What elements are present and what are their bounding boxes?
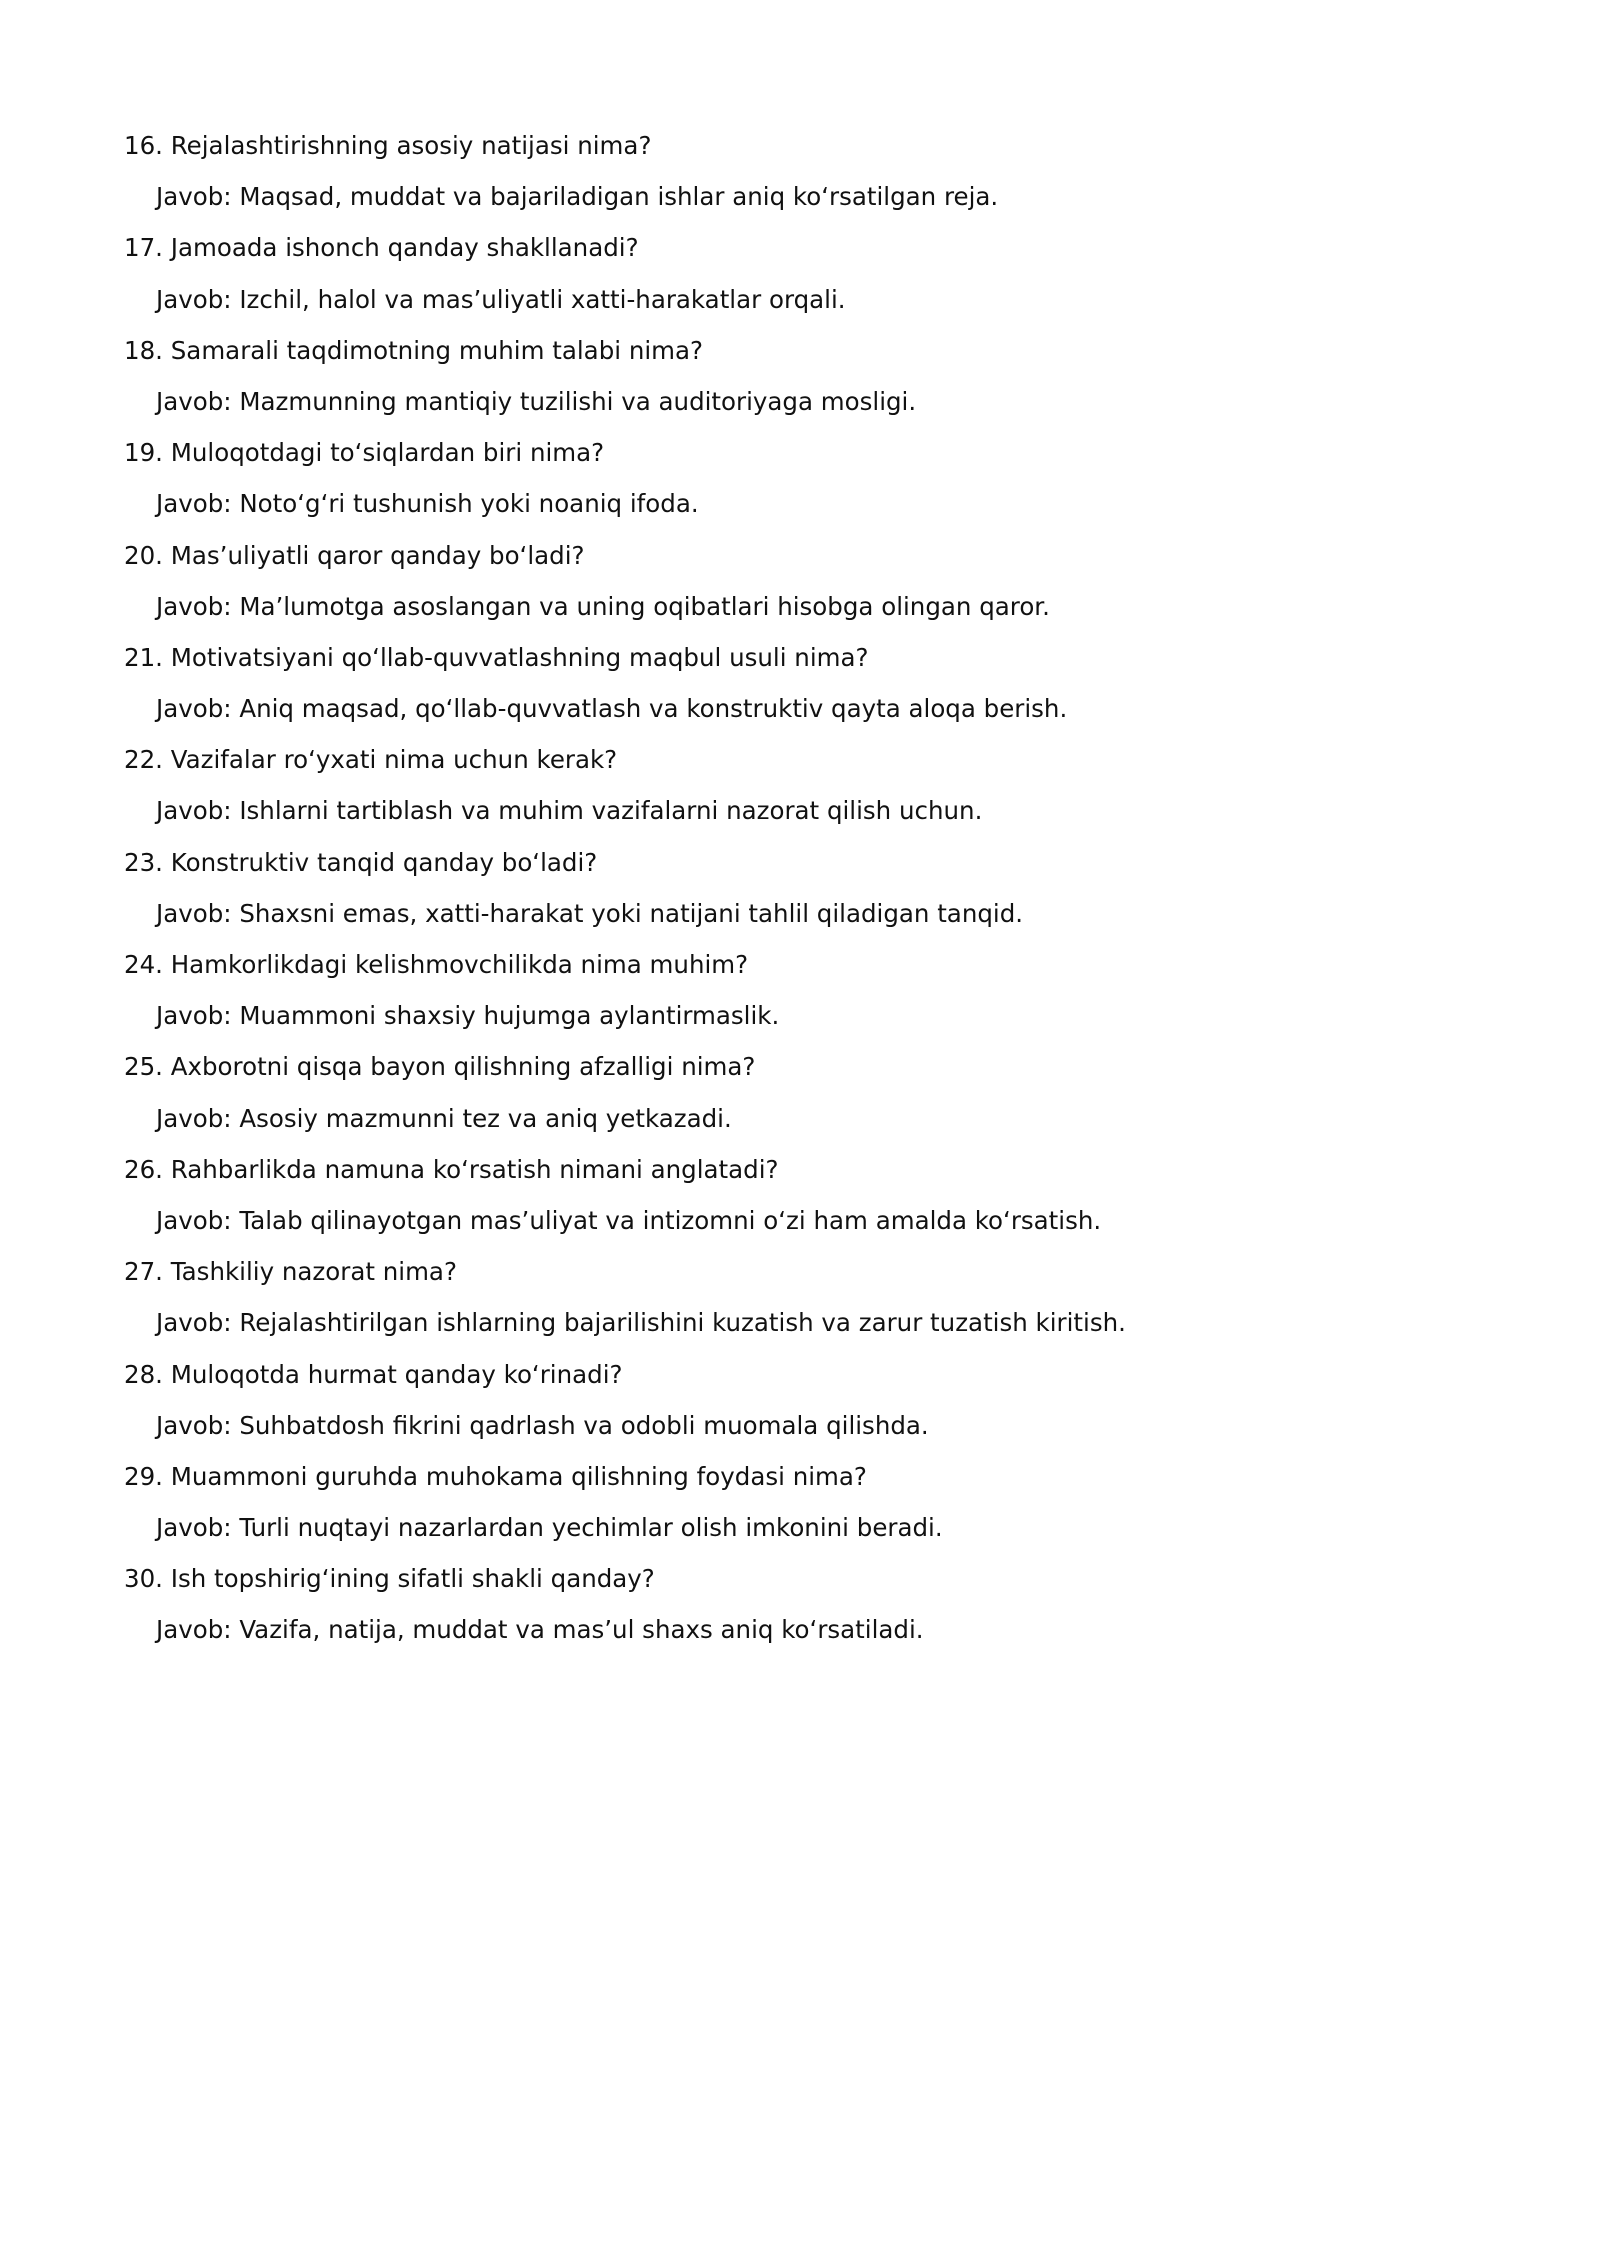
answer-text: Javob: Turli nuqtayi nazarlardan yechimlar olish imkonini beradi. bbox=[156, 1513, 943, 1543]
question-text: 20. Mas’uliyatli qaror qanday bo‘ladi? bbox=[124, 540, 585, 570]
answer-text: Javob: Ma’lumotga asoslangan va uning oqibatlari hisobga olingan qaror. bbox=[156, 591, 1050, 621]
answer-text: Javob: Muammoni shaxsiy hujumga aylantirmaslik. bbox=[156, 1001, 780, 1031]
answer-text: Javob: Suhbatdosh fikrini qadrlash va odobli muomala qilishda. bbox=[156, 1410, 929, 1440]
question-text: 23. Konstruktiv tanqid qanday bo‘ladi? bbox=[124, 847, 598, 877]
qa-item bbox=[124, 843, 1504, 945]
qa-item bbox=[124, 1150, 1504, 1252]
answer-text: Javob: Izchil, halol va mas’uliyatli xatti-harakatlar orqali. bbox=[156, 284, 846, 314]
qa-item bbox=[124, 433, 1504, 535]
qa-item bbox=[124, 1559, 1504, 1661]
qa-item bbox=[124, 536, 1504, 638]
qa-item bbox=[124, 1457, 1504, 1559]
question-text: 26. Rahbarlikda namuna ko‘rsatish nimani anglatadi? bbox=[124, 1154, 779, 1184]
question-text: 22. Vazifalar ro‘yxati nima uchun kerak? bbox=[124, 745, 618, 775]
question-text: 21. Motivatsiyani qo‘llab-quvvatlashning maqbul usuli nima? bbox=[124, 642, 869, 672]
answer-text: Javob: Noto‘g‘ri tushunish yoki noaniq ifoda. bbox=[156, 489, 699, 519]
qa-item bbox=[124, 331, 1504, 433]
question-text: 19. Muloqotdagi to‘siqlardan biri nima? bbox=[124, 438, 605, 468]
answer-text: Javob: Aniq maqsad, qo‘llab-quvvatlash va konstruktiv qayta aloqa berish. bbox=[156, 694, 1068, 724]
answer-text: Javob: Vazifa, natija, muddat va mas’ul shaxs aniq ko‘rsatiladi. bbox=[156, 1615, 924, 1645]
answer-text: Javob: Talab qilinayotgan mas’uliyat va intizomni o‘zi ham amalda ko‘rsatish. bbox=[156, 1205, 1102, 1235]
qa-item bbox=[124, 638, 1504, 740]
qa-item bbox=[124, 126, 1504, 228]
question-text: 27. Tashkiliy nazorat nima? bbox=[124, 1257, 457, 1287]
qa-item bbox=[124, 1252, 1504, 1354]
answer-text: Javob: Mazmunning mantiqiy tuzilishi va auditoriyaga mosligi. bbox=[156, 386, 917, 416]
qa-item bbox=[124, 740, 1504, 842]
answer-text: Javob: Asosiy mazmunni tez va aniq yetkazadi. bbox=[156, 1103, 732, 1133]
answer-text: Javob: Rejalashtirilgan ishlarning bajarilishini kuzatish va zarur tuzatish kiritish. bbox=[156, 1308, 1126, 1338]
qa-item bbox=[124, 228, 1504, 330]
question-text: 28. Muloqotda hurmat qanday ko‘rinadi? bbox=[124, 1359, 623, 1389]
question-text: 24. Hamkorlikdagi kelishmovchilikda nima muhim? bbox=[124, 950, 749, 979]
qa-list bbox=[124, 126, 1504, 1662]
question-text: 25. Axborotni qisqa bayon qilishning afzalligi nima? bbox=[124, 1052, 756, 1082]
question-text: 16. Rejalashtirishning asosiy natijasi nima? bbox=[124, 131, 652, 160]
qa-item bbox=[124, 1047, 1504, 1149]
question-text: 17. Jamoada ishonch qanday shakllanadi? bbox=[124, 233, 639, 263]
question-text: 18. Samarali taqdimotning muhim talabi nima? bbox=[124, 335, 704, 365]
answer-text: Javob: Ishlarni tartiblash va muhim vazifalarni nazorat qilish uchun. bbox=[156, 796, 983, 826]
question-text: 30. Ish topshirig‘ining sifatli shakli qanday? bbox=[124, 1564, 655, 1594]
question-text: 29. Muammoni guruhda muhokama qilishning foydasi nima? bbox=[124, 1461, 867, 1491]
answer-text: Javob: Maqsad, muddat va bajariladigan ishlar aniq ko‘rsatilgan reja. bbox=[156, 182, 999, 212]
qa-item bbox=[124, 1355, 1504, 1457]
qa-item bbox=[124, 945, 1504, 1047]
answer-text: Javob: Shaxsni emas, xatti-harakat yoki natijani tahlil qiladigan tanqid. bbox=[156, 898, 1024, 928]
